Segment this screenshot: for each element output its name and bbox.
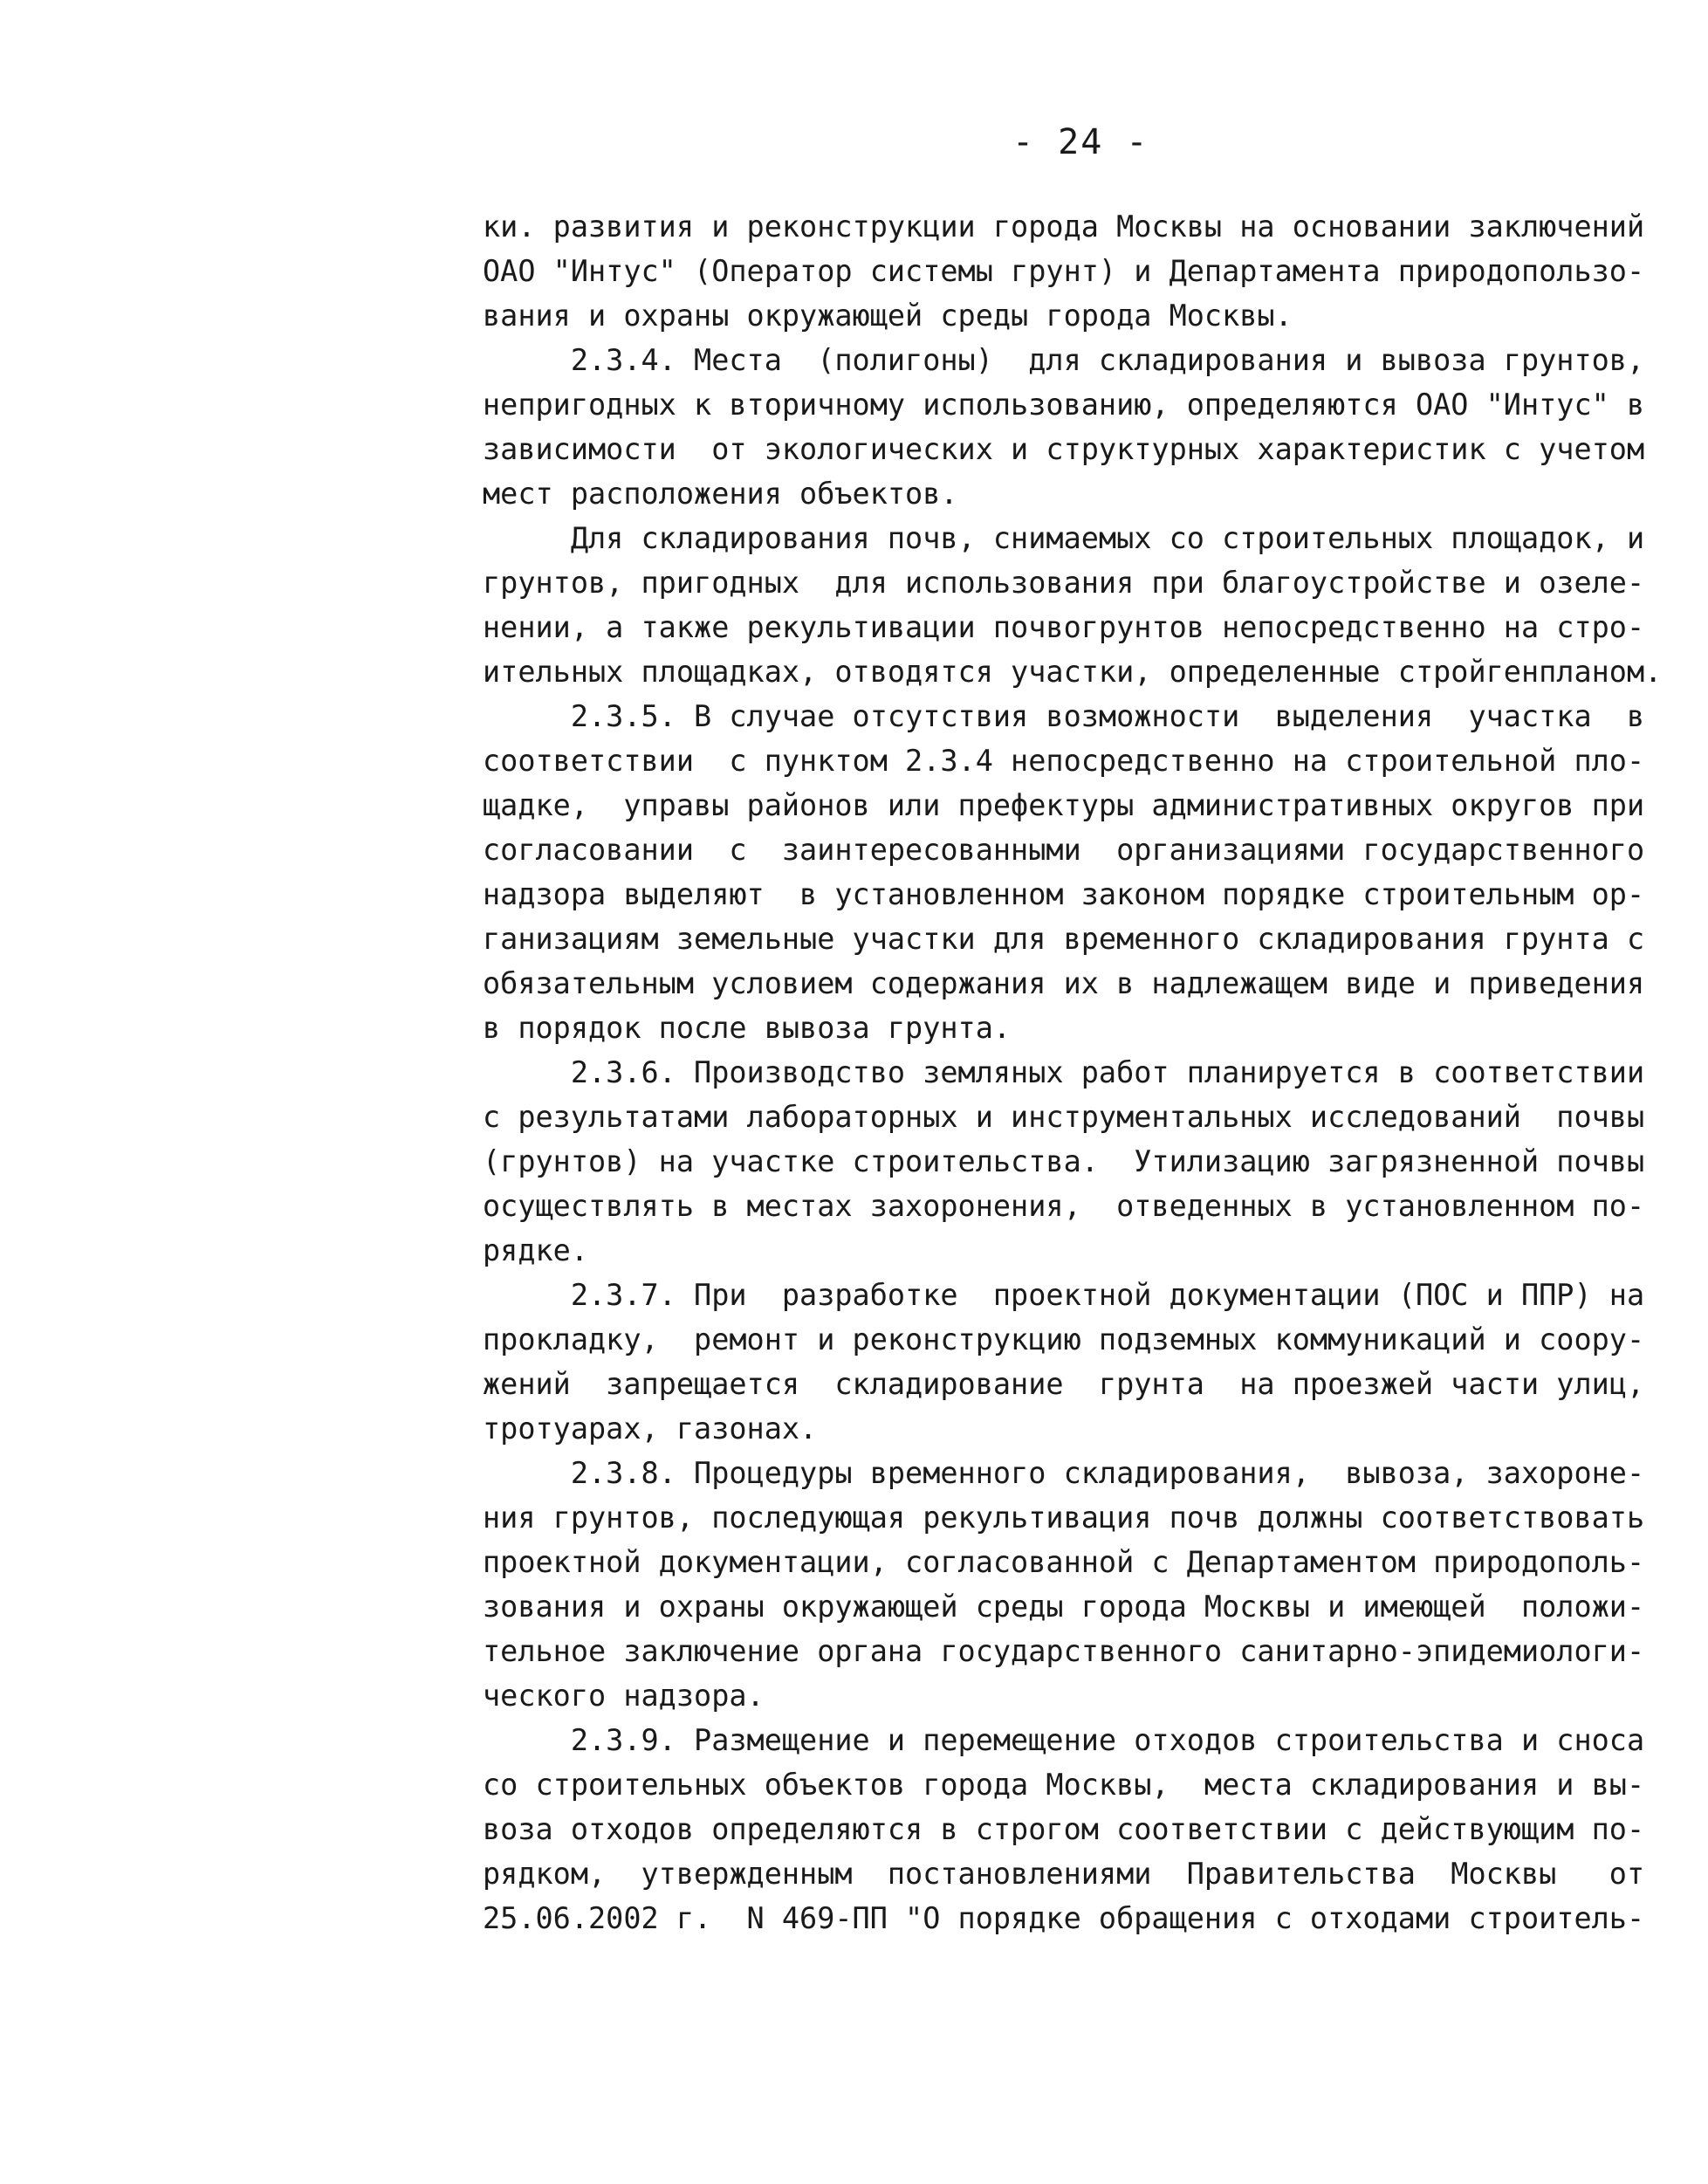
text-line: 2.3.7. При разработке проектной документации (ПОС и ППР) на (483, 1278, 1645, 1312)
text-line: ки. развития и реконструкции города Москвы на основании заключений (483, 209, 1645, 244)
text-line: вания и охраны окружающей среды города Москвы. (483, 299, 1293, 333)
text-line: мест расположения объектов. (483, 477, 958, 511)
text-line: с результатами лабораторных и инструментальных исследований почвы (483, 1100, 1645, 1134)
text-line: зависимости от экологических и структурных характеристик с учетом (483, 432, 1645, 466)
text-line: нении, а также рекультивации почвогрунтов непосредственно на стро- (483, 610, 1645, 644)
text-line: (грунтов) на участке строительства. Утилизацию загрязненной почвы (483, 1144, 1645, 1178)
document-body (483, 204, 1663, 1940)
text-line: ОАО "Интус" (Оператор системы грунт) и Департамента природопользо- (483, 254, 1645, 288)
text-line: прокладку, ремонт и реконструкцию подземных коммуникаций и соору- (483, 1322, 1645, 1356)
text-line: тротуарах, газонах. (483, 1411, 818, 1446)
text-line: Для складирования почв, снимаемых со строительных площадок, и (483, 521, 1645, 555)
text-line: осуществлять в местах захоронения, отведенных в установленном по- (483, 1189, 1645, 1223)
text-line: надзора выделяют в установленном законом порядке строительным ор- (483, 877, 1645, 911)
text-line: ганизациям земельные участки для временного складирования грунта с (483, 922, 1645, 956)
text-line: соответствии с пунктом 2.3.4 непосредственно на строительной пло- (483, 744, 1645, 778)
text-line: воза отходов определяются в строгом соответствии с действующим по- (483, 1812, 1645, 1846)
text-line: зования и охраны окружающей среды города Москвы и имеющей положи- (483, 1590, 1645, 1624)
text-line: в порядок после вывоза грунта. (483, 1011, 1012, 1045)
text-line: жений запрещается складирование грунта на проезжей части улиц, (483, 1367, 1645, 1401)
text-line: непригодных к вторичному использованию, определяются ОАО "Интус" в (483, 388, 1645, 422)
text-line: со строительных объектов города Москвы, места складирования и вы- (483, 1768, 1645, 1802)
text-line: грунтов, пригодных для использования при благоустройстве и озеле- (483, 566, 1645, 600)
text-line: 25.06.2002 г. N 469-ПП "О порядке обращения с отходами строитель- (483, 1901, 1645, 1935)
text-line: 2.3.4. Места (полигоны) для складирования и вывоза грунтов, (483, 343, 1645, 377)
text-line: обязательным условием содержания их в надлежащем виде и приведения (483, 966, 1645, 1000)
text-line: щадке, управы районов или префектуры административных округов при (483, 788, 1645, 822)
page-number: - 24 - (1012, 122, 1149, 162)
text-line: 2.3.5. В случае отсутствия возможности выделения участка в (483, 699, 1645, 733)
text-line: согласовании с заинтересованными организациями государственного (483, 833, 1645, 867)
text-line: 2.3.8. Процедуры временного складирования, вывоза, захороне- (483, 1456, 1645, 1490)
text-line: рядком, утвержденным постановлениями Правительства Москвы от (483, 1857, 1645, 1891)
text-line: ческого надзора. (483, 1679, 765, 1713)
text-line: проектной документации, согласованной с Департаментом природополь- (483, 1545, 1645, 1579)
text-line: ния грунтов, последующая рекультивация почв должны соответствовать (483, 1501, 1645, 1535)
text-line: рядке. (483, 1233, 589, 1267)
text-line: 2.3.6. Производство земляных работ планируется в соответствии (483, 1055, 1645, 1089)
text-line: тельное заключение органа государственного санитарно-эпидемиологи- (483, 1634, 1645, 1668)
text-line: ительных площадках, отводятся участки, определенные стройгенпланом. (483, 655, 1663, 689)
text-line: 2.3.9. Размещение и перемещение отходов строительства и сноса (483, 1723, 1645, 1757)
